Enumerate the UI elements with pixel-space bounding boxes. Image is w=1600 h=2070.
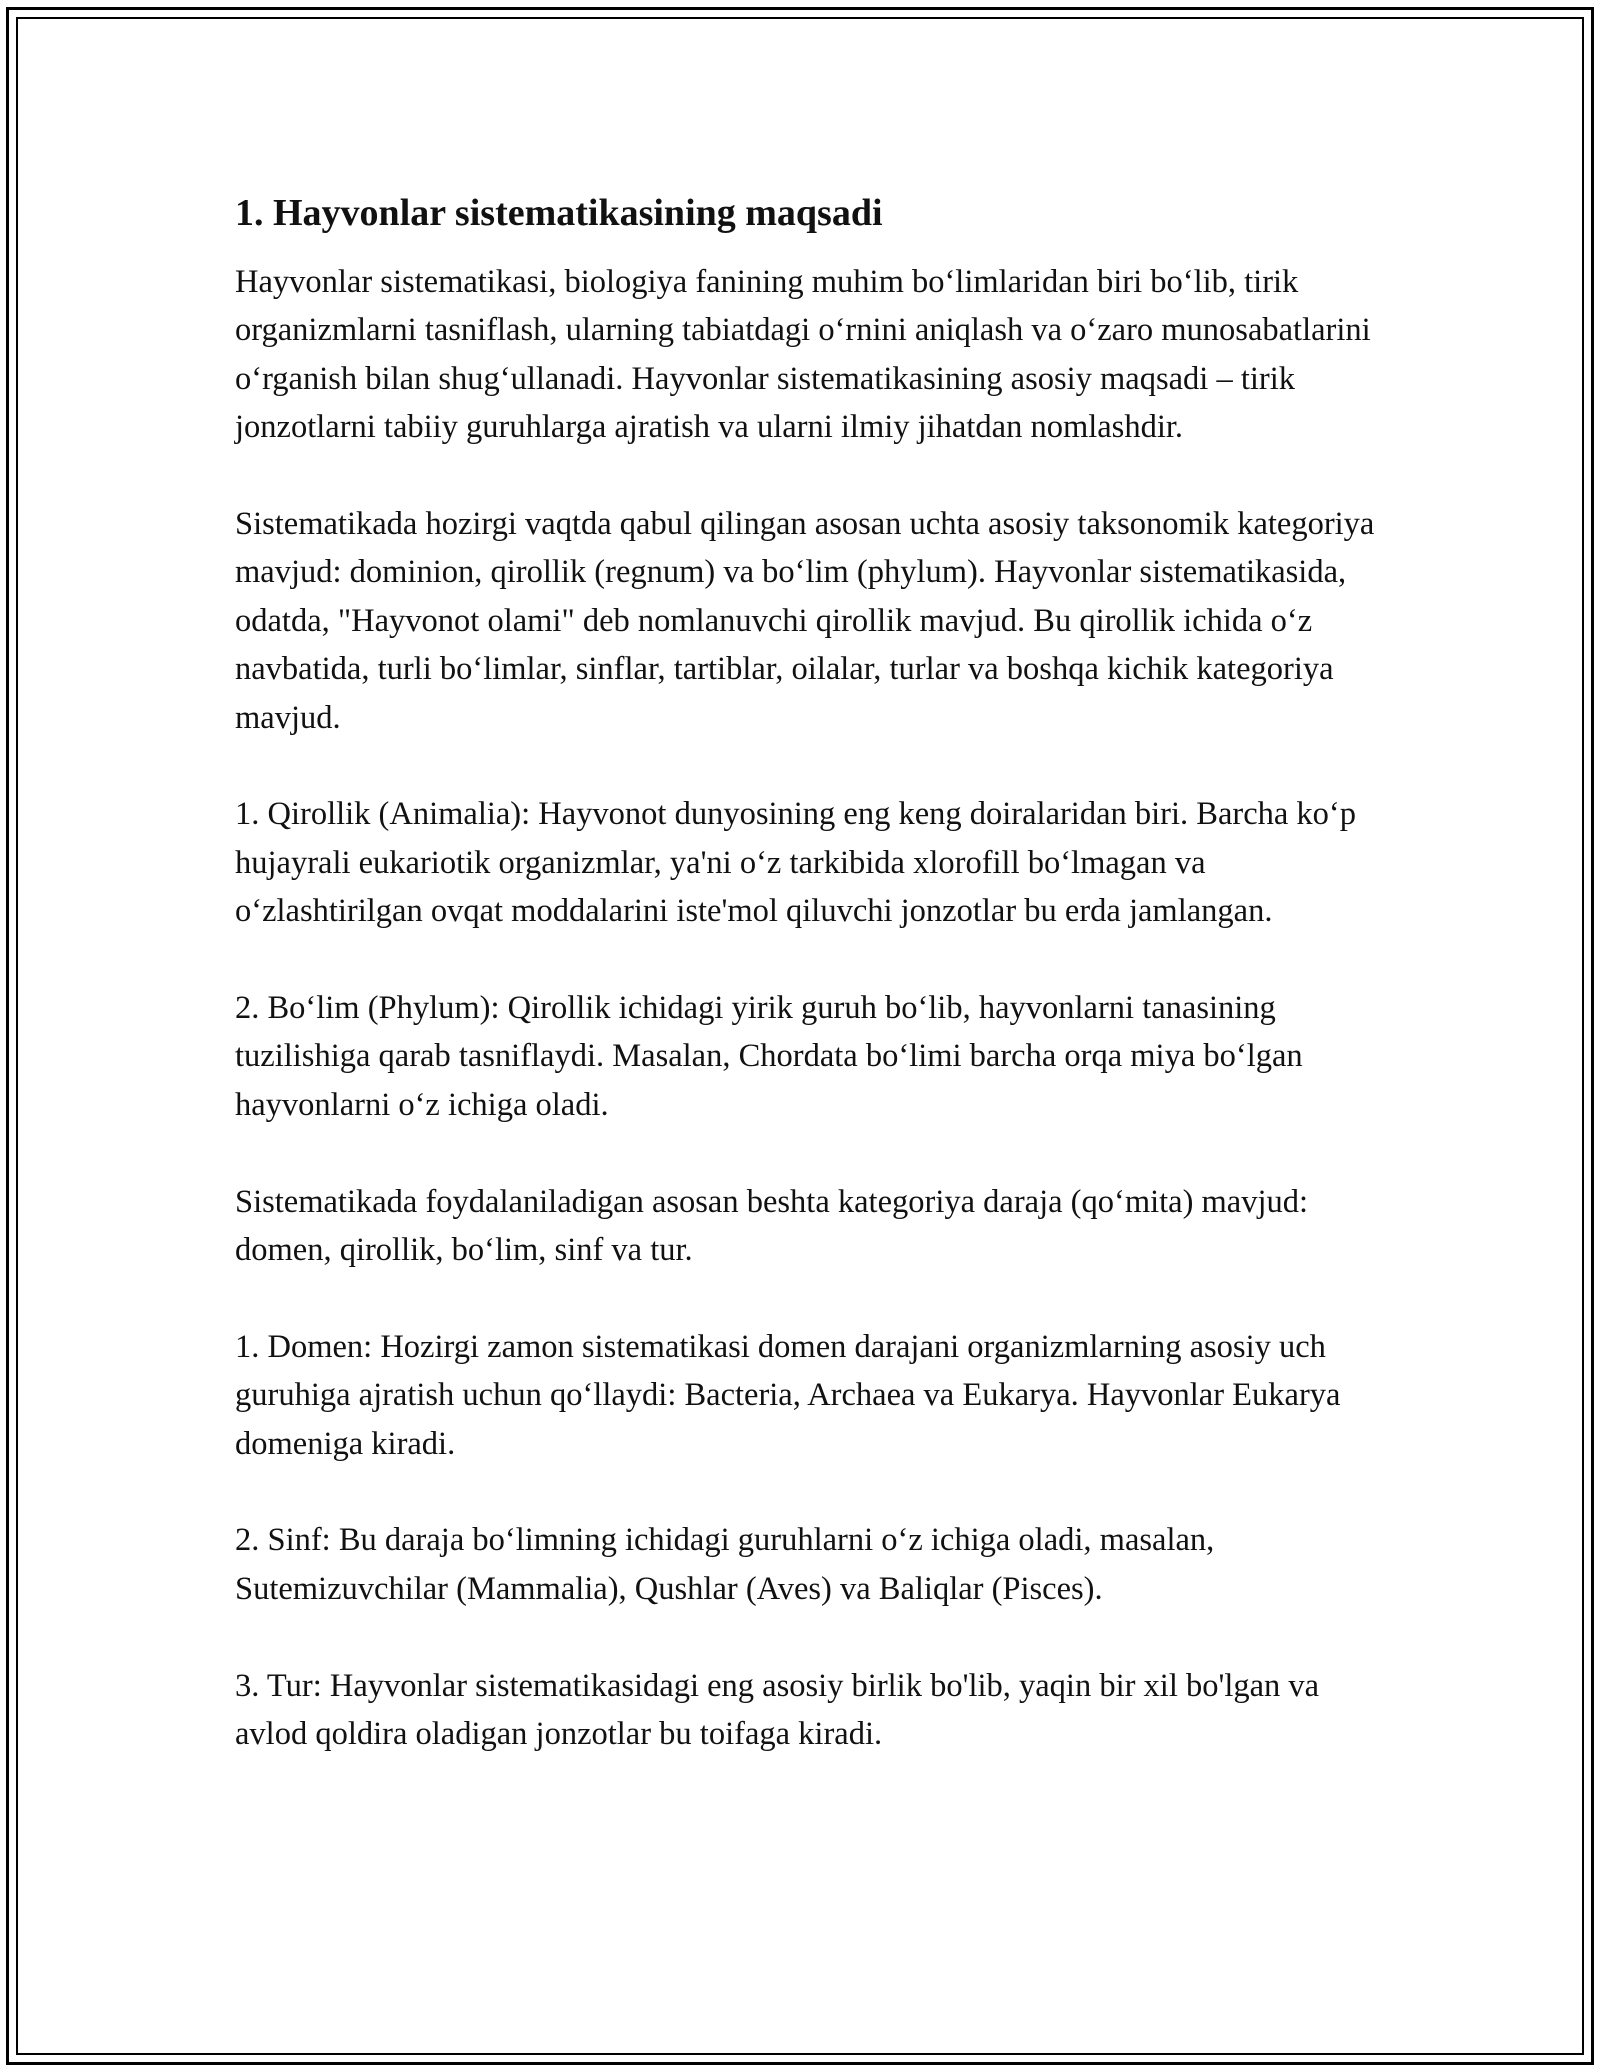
paragraph-class: 2. Sinf: Bu daraja bo‘limning ichidagi guruhlarni o‘z ichiga oladi, masalan, Sutemizuvchilar (Mammalia), Qushlar (Aves) va Baliqlar (Pisces). <box>235 1522 1215 1607</box>
paragraph-kingdom: 1. Qirollik (Animalia): Hayvonot dunyosining eng keng doiralaridan biri. Barcha ko‘p hujayrali eukariotik organizmlar, ya'ni o‘z tarkibida xlorofill bo‘lmagan va o‘zlashtirilgan ovqat moddalarini iste'mol qiluvchi jonzotlar bu erda jamlangan. <box>235 796 1356 930</box>
page-title: 1. Hayvonlar sistematikasining maqsadi <box>235 192 883 234</box>
paragraph-five-ranks: Sistematikada foydalaniladigan asosan beshta kategoriya daraja (qo‘mita) mavjud: domen, qirollik, bo‘lim, sinf va tur. <box>235 1183 1309 1269</box>
document-body <box>235 186 1375 1807</box>
paragraph-domain: 1. Domen: Hozirgi zamon sistematikasi domen darajani organizmlarning asosiy uch guruhiga ajratish uchun qo‘llaydi: Bacteria, Archaea va Eukarya. Hayvonlar Eukarya domeniga kiradi. <box>235 1328 1341 1462</box>
paragraph-taxonomic-categories: Sistematikada hozirgi vaqtda qabul qilingan asosan uchta asosiy taksonomik kategoriya mavjud: dominion, qirollik (regnum) va bo‘lim (phylum). Hayvonlar sistematikasida, odatda, "Hayvonot olami" deb nomlanuvchi qirollik mavjud. Bu qirollik ichida o‘z navbatida, turli bo‘limlar, sinflar, tartiblar, oilalar, turlar va boshqa kichik kategoriya mavjud. <box>235 506 1375 736</box>
paragraph-phylum: 2. Bo‘lim (Phylum): Qirollik ichidagi yirik guruh bo‘lib, hayvonlarni tanasining tuzilishiga qarab tasniflaydi. Masalan, Chordata bo‘limi barcha orqa miya bo‘lgan hayvonlarni o‘z ichiga oladi. <box>235 990 1303 1123</box>
paragraph-intro: Hayvonlar sistematikasi, biologiya fanining muhim bo‘limlaridan biri bo‘lib, tirik organizmlarni tasniflash, ularning tabiatdagi o‘rnini aniqlash va o‘zaro munosabatlarini o‘rganish bilan shug‘ullanadi. Hayvonlar sistematikasining asosiy maqsadi – tirik jonzotlarni tabiiy guruhlarga ajratish va ularni ilmiy jihatdan nomlashdir. <box>235 264 1371 446</box>
paragraph-species: 3. Tur: Hayvonlar sistematikasidagi eng asosiy birlik bo'lib, yaqin bir xil bo'lgan va avlod qoldira oladigan jonzotlar bu toifaga kiradi. <box>235 1667 1320 1753</box>
